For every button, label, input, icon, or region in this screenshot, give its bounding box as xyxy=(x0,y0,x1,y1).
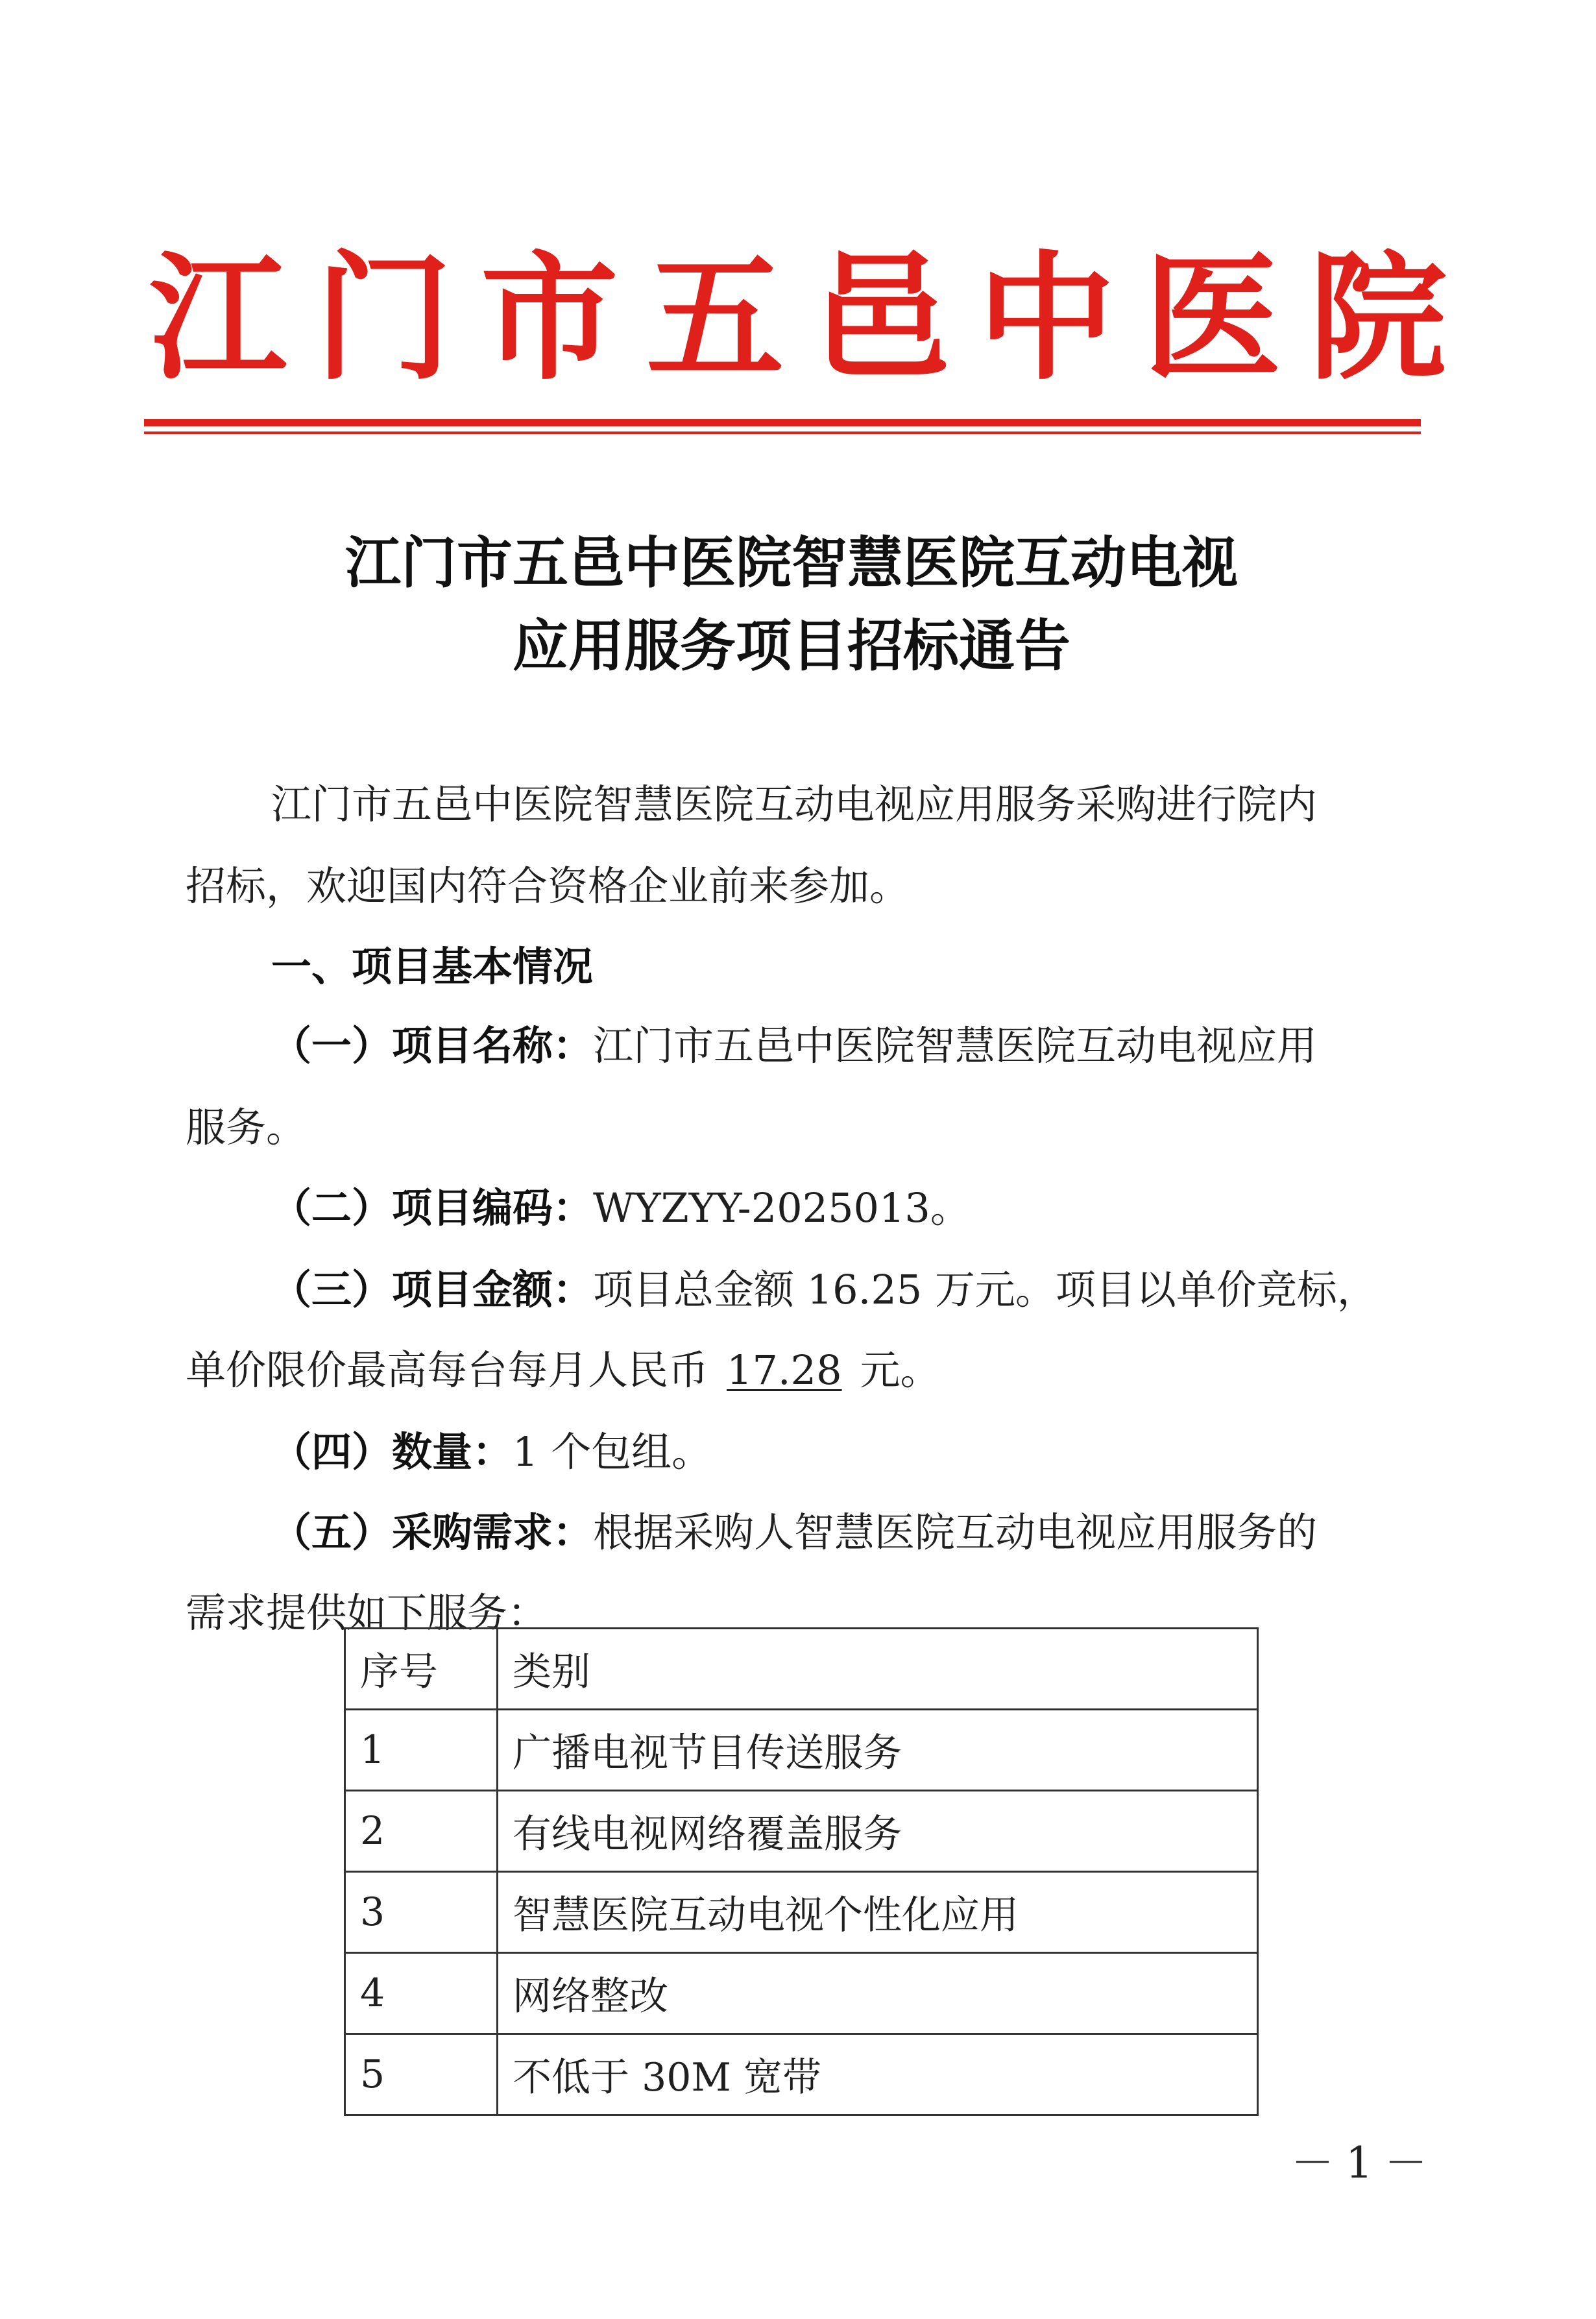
price-limit-suffix: 元。 xyxy=(860,1346,941,1394)
item-quantity-label: （四）数量： xyxy=(271,1428,513,1475)
item-project-name xyxy=(271,1014,1317,1071)
table-header-cell: 类别 xyxy=(498,1629,1258,1710)
intro-line-2: 招标，欢迎国内符合资格企业前来参加。 xyxy=(186,862,910,910)
letterhead-char: 中 xyxy=(978,237,1116,398)
item-project-amount-cont xyxy=(186,1338,941,1396)
letterhead-char: 医 xyxy=(1143,237,1281,398)
table-cell-number: 2 xyxy=(345,1791,498,1872)
item-project-code-label: （二）项目编码： xyxy=(271,1184,594,1232)
table-header-cell: 序号 xyxy=(345,1629,498,1710)
item-requirements-cont: 需求提供如下服务： xyxy=(186,1589,548,1636)
item-requirements-value: 根据采购人智慧医院互动电视应用服务的 xyxy=(593,1509,1318,1556)
table-cell-number: 4 xyxy=(345,1953,498,2034)
item-requirements-label: （五）采购需求： xyxy=(271,1509,594,1556)
table-cell-category: 不低于 30M 宽带 xyxy=(498,2034,1258,2115)
letterhead-divider-thin xyxy=(144,431,1421,434)
table-cell-category: 智慧医院互动电视个性化应用 xyxy=(498,1872,1258,1953)
item-project-amount-label: （三）项目金额： xyxy=(271,1266,594,1313)
table-row xyxy=(345,1953,1258,2034)
table-cell-category: 网络整改 xyxy=(498,1953,1258,2034)
letterhead-char: 门 xyxy=(315,237,453,398)
table-row xyxy=(345,1710,1258,1791)
letterhead xyxy=(149,234,1447,402)
item-project-amount xyxy=(271,1257,1377,1315)
letterhead-char: 江 xyxy=(149,237,287,398)
letterhead-char: 院 xyxy=(1309,237,1447,398)
intro-line-1: 江门市五邑中医院智慧医院互动电视应用服务采购进行院内 xyxy=(271,781,1318,828)
document-title-line-2: 应用服务项目招标通告 xyxy=(513,613,1070,679)
item-project-name-cont: 服务。 xyxy=(186,1104,307,1151)
item-project-name-value: 江门市五邑中医院智慧医院互动电视应用 xyxy=(593,1022,1318,1069)
table-row xyxy=(345,1791,1258,1872)
item-project-amount-value: 项目总金额 16.25 万元。项目以单价竞标， xyxy=(593,1266,1377,1313)
table-cell-category: 有线电视网络覆盖服务 xyxy=(498,1791,1258,1872)
item-project-code xyxy=(271,1176,971,1233)
price-limit-value: 17.28 xyxy=(727,1346,842,1394)
section-heading: 一、项目基本情况 xyxy=(271,943,594,990)
table-cell-number: 3 xyxy=(345,1872,498,1953)
table-row xyxy=(345,2034,1258,2115)
letterhead-char: 市 xyxy=(480,237,618,398)
item-project-code-value: WYZYY-2025013。 xyxy=(593,1184,971,1232)
table-cell-category: 广播电视节目传送服务 xyxy=(498,1710,1258,1791)
item-project-name-label: （一）项目名称： xyxy=(271,1022,594,1069)
price-limit-prefix: 单价限价最高每台每月人民币 xyxy=(186,1346,709,1394)
table-header-row xyxy=(345,1629,1258,1710)
letterhead-char: 五 xyxy=(646,237,784,398)
letterhead-divider-thick xyxy=(144,419,1421,426)
document-title-line-1: 江门市五邑中医院智慧医院互动电视 xyxy=(345,530,1238,596)
letterhead-char: 邑 xyxy=(812,237,950,398)
item-quantity xyxy=(271,1420,712,1477)
requirements-table xyxy=(344,1627,1259,2116)
table-cell-number: 5 xyxy=(345,2034,498,2115)
item-requirements xyxy=(271,1500,1317,1558)
item-quantity-value: 1 个包组。 xyxy=(513,1428,712,1475)
table-row xyxy=(345,1872,1258,1953)
table-cell-number: 1 xyxy=(345,1710,498,1791)
page-number: －1－ xyxy=(1291,2138,1439,2188)
